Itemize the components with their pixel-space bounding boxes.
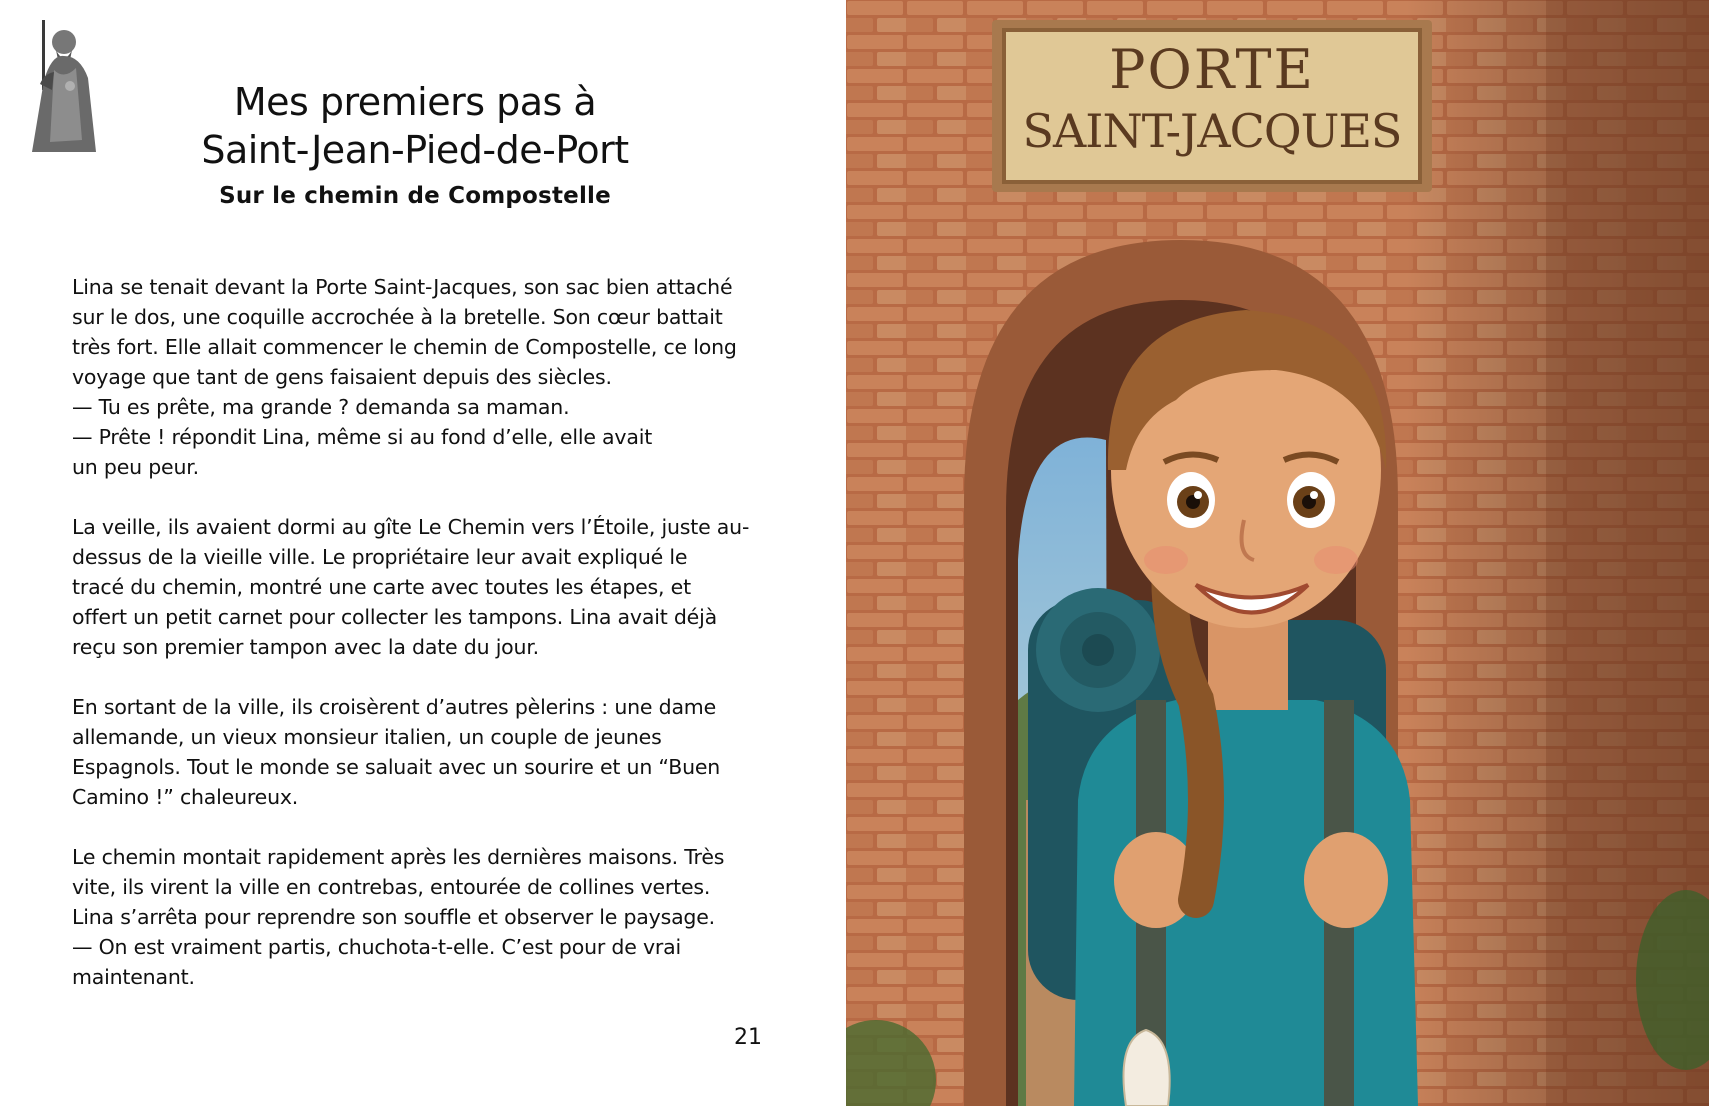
text-line: un peu peur. [72,455,199,479]
title-line-2: Saint-Jean-Pied-de-Port [201,128,629,172]
sign-line-2: SAINT-JACQUES [1022,104,1402,158]
text-line: très fort. Elle allait commencer le chemin de Compostelle, ce long [72,335,737,359]
text-line: reçu son premier tampon avec la date du jour. [72,635,539,659]
story-text [72,272,772,1022]
paragraph-4 [72,842,772,992]
page-subtitle: Sur le chemin de Compostelle [219,183,611,209]
right-page-illustration [846,0,1709,1106]
saint-jacques-figure-image [24,20,104,152]
text-line: En sortant de la ville, ils croisèrent d’autres pèlerins : une dame [72,695,716,719]
paragraph-3 [72,692,772,812]
paragraph-2 [72,512,772,662]
text-line: maintenant. [72,965,195,989]
title-line-1: Mes premiers pas à [233,80,597,124]
text-line: Lina s’arrêta pour reprendre son souffle et observer le paysage. [72,905,715,929]
text-line: La veille, ils avaient dormi au gîte Le Chemin vers l’Étoile, juste au- [72,515,750,539]
text-line: — Tu es prête, ma grande ? demanda sa maman. [72,395,570,419]
text-line: — On est vraiment partis, chuchota-t-elle. C’est pour de vrai [72,935,681,959]
page-title [120,78,710,174]
page-number: 21 [734,1025,762,1050]
text-line: Le chemin montait rapidement après les dernières maisons. Très [72,845,725,869]
sign-line-1: PORTE [1109,38,1315,101]
text-line: Espagnols. Tout le monde se saluait avec un sourire et un “Buen [72,755,721,779]
text-line: sur le dos, une coquille accrochée à la bretelle. Son cœur battait [72,305,723,329]
left-page [0,0,846,1106]
paragraph-1 [72,272,772,482]
text-line: — Prête ! répondit Lina, même si au fond d’elle, elle avait [72,425,653,449]
text-line: Lina se tenait devant la Porte Saint-Jacques, son sac bien attaché [72,275,733,299]
text-line: Camino !” chaleureux. [72,785,299,809]
text-line: dessus de la vieille ville. Le propriétaire leur avait expliqué le [72,545,688,569]
text-line: offert un petit carnet pour collecter les tampons. Lina avait déjà [72,605,717,629]
text-line: voyage que tant de gens faisaient depuis des siècles. [72,365,612,389]
girl-at-porte-saint-jacques-illustration [846,0,1709,1106]
text-line: vite, ils virent la ville en contrebas, entourée de collines vertes. [72,875,711,899]
text-line: allemande, un vieux monsieur italien, un couple de jeunes [72,725,662,749]
text-line: tracé du chemin, montré une carte avec toutes les étapes, et [72,575,691,599]
